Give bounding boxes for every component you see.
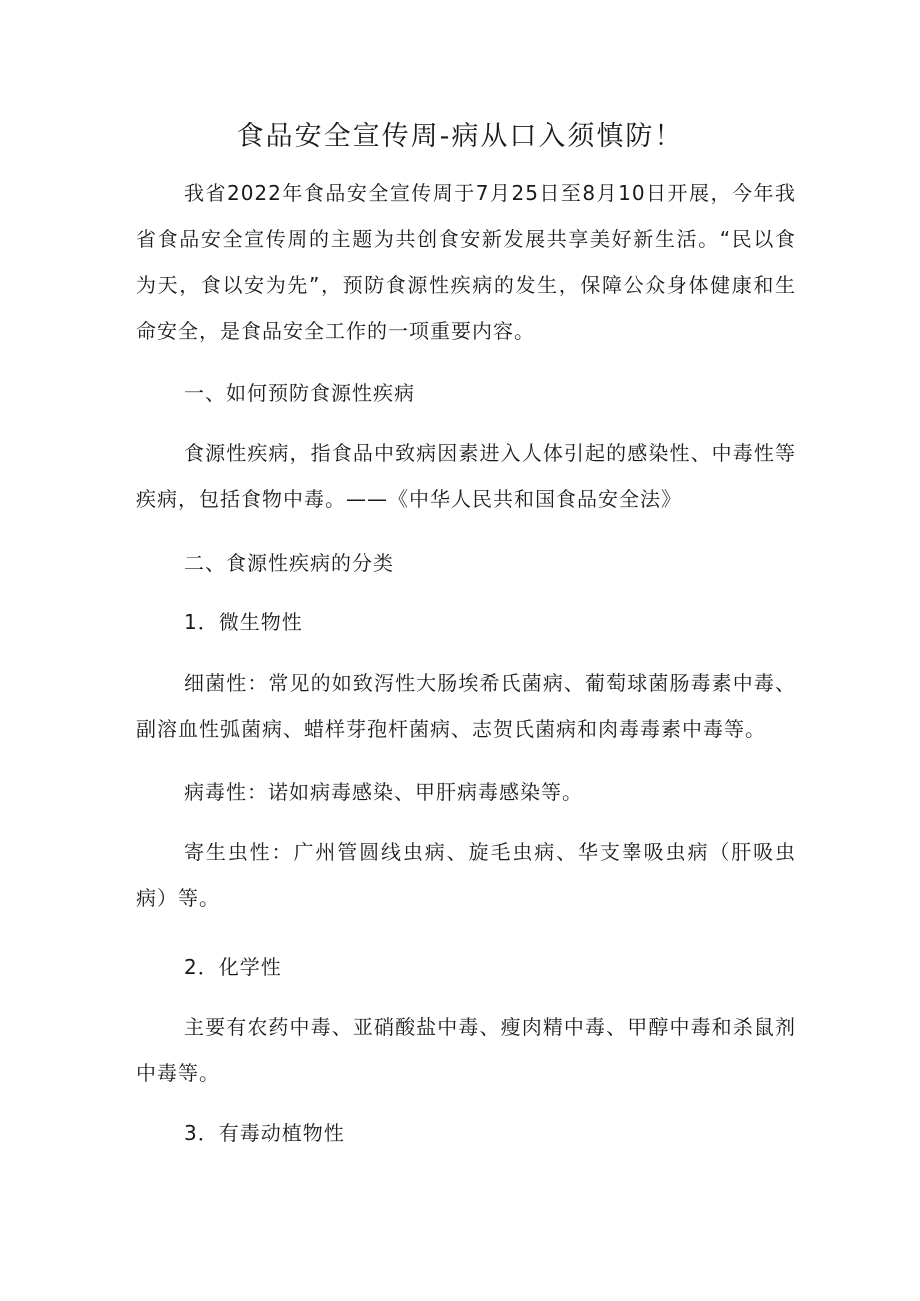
intro-paragraph: 我省2022年食品安全宣传周于7月25日至8月10日开展，今年我省食品安全宣传周的主题为共创食安新发展共享美好新生活。“民以食为天，食以安为先”，预防食源性疾病的发生，保障公众身体健康和生命安全，是食品安全工作的一项重要内容。 — [136, 181, 796, 343]
parasitic-paragraph: 寄生虫性：广州管圆线虫病、旋毛虫病、华支睾吸虫病（肝吸虫病）等。 — [136, 840, 796, 910]
subsection-heading-toxic-organisms: 3．有毒动植物性 — [184, 1121, 345, 1145]
document-title: 食品安全宣传周-病从口入须慎防！ — [236, 121, 684, 152]
section-heading-2: 二、食源性疾病的分类 — [184, 551, 394, 575]
section-heading-1: 一、如何预防食源性疾病 — [184, 381, 415, 405]
bacterial-paragraph: 细菌性：常见的如致泻性大肠埃希氏菌病、葡萄球菌肠毒素中毒、副溶血性弧菌病、蜡样芽孢杆菌病、志贺氏菌病和肉毒毒素中毒等。 — [136, 671, 796, 741]
viral-paragraph: 病毒性：诺如病毒感染、甲肝病毒感染等。 — [184, 780, 583, 804]
definition-paragraph: 食源性疾病，指食品中致病因素进入人体引起的感染性、中毒性等疾病，包括食物中毒。——《中华人民共和国食品安全法》 — [136, 441, 796, 511]
subsection-heading-chemical: 2．化学性 — [184, 955, 282, 979]
chemical-paragraph: 主要有农药中毒、亚硝酸盐中毒、瘦肉精中毒、甲醇中毒和杀鼠剂中毒等。 — [136, 1015, 796, 1085]
subsection-heading-microbial: 1．微生物性 — [184, 610, 303, 634]
